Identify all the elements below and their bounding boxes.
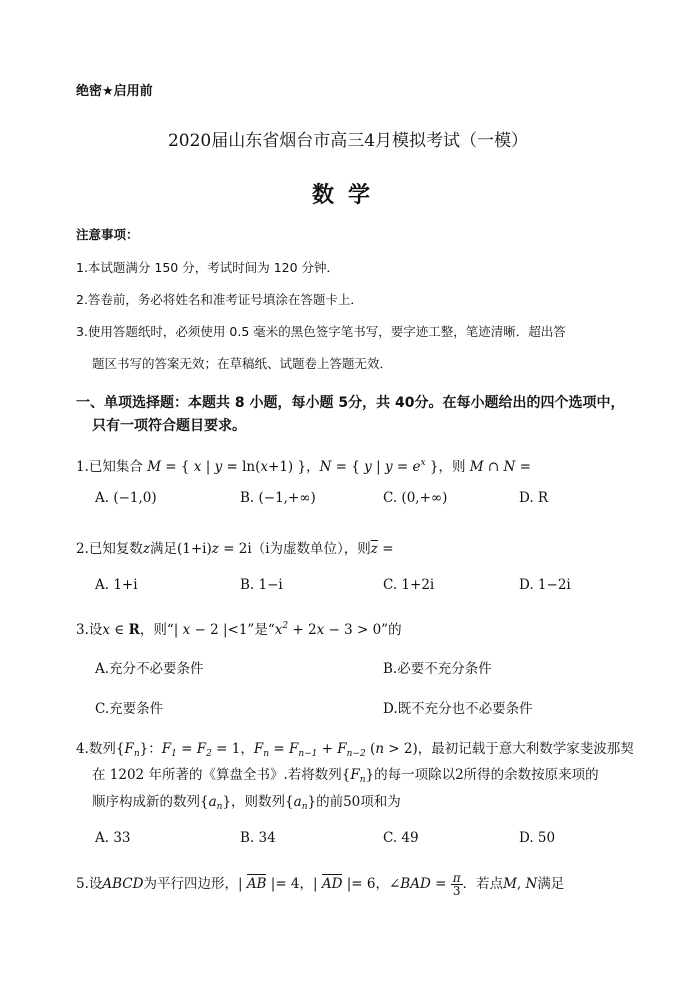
section-heading-cont: 只有一项符合题目要求。 [92,418,246,434]
notice-item-1: 1.本试题满分 150 分，考试时间为 120 分钟． [76,260,340,275]
q2-option-b[interactable]: B. 1−i [240,577,283,593]
question-4: 4.数列$\{F_n\}$：$F_1 = F_2 = 1$，$F_n = F_{n-1} + F_{n-2}$ (n > 2)，最初记载于意大利数学家斐波那契 [76,741,634,759]
q1-option-c[interactable]: C. (0,+∞) [383,490,448,506]
question-1: 1.已知集合 M = { x | y = ln(x+1) }，N = { y | $y = e^x$ }，则 M ∩ N = [76,458,531,475]
exam-title: 2020届山东省烟台市高三4月模拟考试（一模） [167,131,529,151]
q1-option-a[interactable]: A. (−1,0) [95,490,157,506]
notice-item-3: 3.使用答题纸时，必须使用 0.5 毫米的黑色签字笔书写，要字迹工整，笔迹清晰．超出答 [76,324,566,339]
question-4-line-3: 顺序构成新的数列$\{a_n\}$，则数列$\{a_n\}$的前50项和为 [92,794,401,812]
q2-option-a[interactable]: A. 1+i [95,577,138,593]
q2-option-c[interactable]: C. 1+2i [383,577,435,593]
question-2: 2.已知复数z满足(1+i)z = 2i（i为虚数单位），则$\overline{z}$ = [76,541,394,557]
q4-option-c[interactable]: C. 49 [383,830,419,846]
confidential-label: 绝密★启用前 [76,84,153,99]
notice-heading: 注意事项： [76,227,139,242]
question-3: 3.设x ∈ R，则“| x − 2 |<1”是“$x^2 + 2x - 3 > 0$”的 [76,621,402,638]
q2-option-d[interactable]: D. 1−2i [519,577,571,593]
q3-option-c[interactable]: C.充要条件 [95,701,164,717]
subject-title: 数学 [311,183,384,208]
q1-option-d[interactable]: D. R [519,490,549,506]
q4-option-a[interactable]: A. 33 [95,830,131,846]
question-4-line-2: 在 1202 年所著的《算盘全书》.若将数列$\{F_n\}$的每一项除以2所得的余数按原来项的 [92,767,599,785]
q4-option-b[interactable]: B. 34 [240,830,276,846]
question-5: 5.设ABCD为平行四边形，| AB |= 4，| AD |= 6，∠BAD = $\frac{\pi}{3}$ ．若点M, N满足 [76,871,565,898]
notice-item-2: 2.答卷前，务必将姓名和准考证号填涂在答题卡上． [76,292,363,307]
q3-option-a[interactable]: A.充分不必要条件 [95,661,204,677]
notice-item-3-cont: 题区书写的答案无效；在草稿纸、试题卷上答题无效． [92,356,393,371]
q3-option-d[interactable]: D.既不充分也不必要条件 [383,701,533,717]
q4-option-d[interactable]: D. 50 [519,830,556,846]
section-heading: 一、单项选择题：本题共 8 小题，每小题 5分，共 40分。在每小题给出的四个选项中， [76,395,625,411]
q3-option-b[interactable]: B.必要不充分条件 [383,661,492,677]
q1-option-b[interactable]: B. (−1,+∞) [240,490,316,506]
